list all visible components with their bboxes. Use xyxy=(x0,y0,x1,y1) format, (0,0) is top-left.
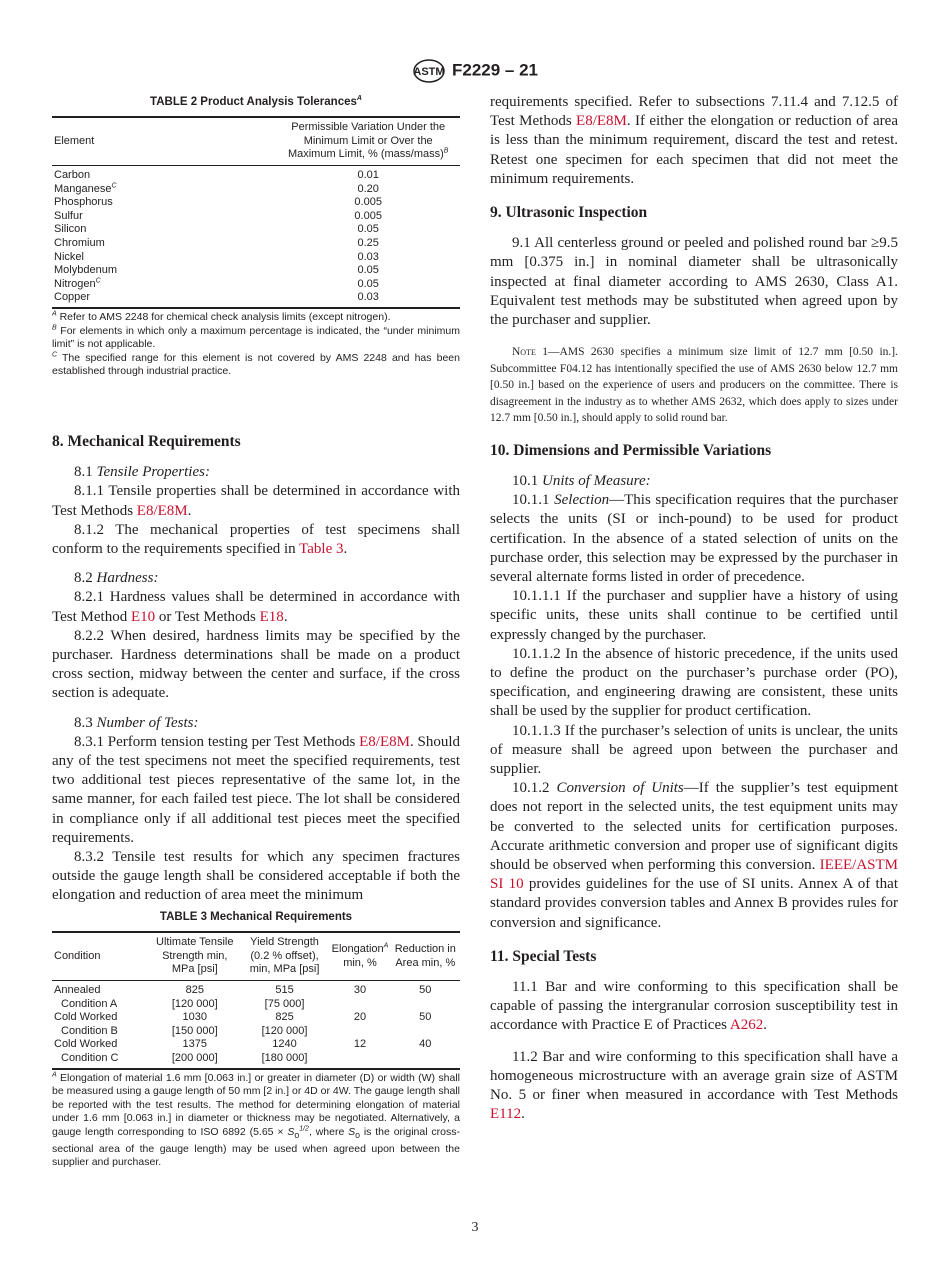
text-run: 8.3 xyxy=(74,714,97,731)
right-column xyxy=(490,93,898,1124)
text-run: 10.1.1.3 If the purchaser’s selection of units is unclear, the units of measure shall be agreed upon between the purchaser and supplier. xyxy=(490,722,898,777)
ys-cell xyxy=(240,1011,330,1038)
condition-cell xyxy=(52,980,150,1011)
footnote-mark: C xyxy=(95,277,101,285)
condition: Cold Worked xyxy=(54,1011,118,1024)
paragraph xyxy=(52,627,460,704)
text-run: Hardness: xyxy=(96,570,159,587)
ys-psi: [120 000] xyxy=(261,1024,308,1037)
text-run: —This specification requires that the purchaser selects the units (SI or inch-pound) to be used for product certification. In the absence of a stated selection of units on the purchase order, this selection may be expressed by the purchaser in several alternate forms listed in order of precedence. xyxy=(490,492,899,585)
table-row xyxy=(52,251,460,265)
page-header xyxy=(0,58,950,84)
element-name: Chromium xyxy=(54,236,105,249)
paragraph xyxy=(52,463,460,482)
value-cell: 0.01 xyxy=(357,168,379,181)
paragraph xyxy=(490,1048,898,1125)
element-name: Phosphorus xyxy=(54,196,113,209)
element-name: Molybdenum xyxy=(54,264,117,277)
table-3-title: TABLE 3 Mechanical Requirements xyxy=(159,911,353,923)
element-cell xyxy=(52,251,276,265)
text-run: 10.1.1.2 In the absence of historic precedence, if the units used to define the product on the purchaser’s purchase order (PO), specification, and engineering drawing are consistent, these units shall be used by the supplier for product certification. xyxy=(490,645,898,720)
text-run: 8.1.1 Tensile properties shall be determined in accordance with Test Methods xyxy=(52,483,460,519)
text-run: 11.1 Bar and wire conforming to this specification shall be capable of passing the intergranular corrosion susceptibility test in accordance with Practice E of Practices xyxy=(490,979,898,1034)
footnote-text: For elements in which only a maximum percentage is indicated, the “under minimum limit” is not applicable. xyxy=(52,324,461,351)
reduction-cell: 50 xyxy=(419,1011,432,1024)
table-row xyxy=(52,223,460,237)
table-2-title: TABLE 2 Product Analysis Tolerances$^A$ xyxy=(150,95,362,108)
reduction-cell: 50 xyxy=(419,983,432,996)
element-cell xyxy=(52,278,276,292)
footnote xyxy=(52,325,460,352)
footnote xyxy=(52,352,460,379)
ys-mpa: 1240 xyxy=(272,1038,297,1051)
footnote-mark: C xyxy=(52,351,58,359)
element-name: Copper xyxy=(54,291,91,304)
left-column xyxy=(52,432,460,906)
condition-sub: Condition A xyxy=(61,997,118,1010)
element-name: Nitrogen xyxy=(54,277,96,290)
paragraph xyxy=(52,714,460,733)
condition-sub: Condition C xyxy=(61,1051,119,1064)
table-row xyxy=(52,264,460,278)
text-run: . xyxy=(343,541,348,558)
table-2 xyxy=(52,93,460,379)
reference-link[interactable]: E112 xyxy=(490,1106,522,1123)
paragraph xyxy=(52,588,460,626)
text-run: Number of Tests: xyxy=(96,714,199,731)
text-run: Units of Measure: xyxy=(542,472,651,489)
uts-cell xyxy=(150,980,240,1011)
ys-cell xyxy=(240,980,330,1011)
text-run: S xyxy=(287,1125,295,1138)
table-row xyxy=(52,196,460,210)
reference-link[interactable]: E8/E8M xyxy=(576,113,627,130)
paragraph xyxy=(52,482,460,520)
paragraph xyxy=(52,848,460,906)
text-run: 8. Mechanical Requirements xyxy=(52,433,241,450)
table-row xyxy=(52,291,460,308)
text-run: 8.2.2 When desired, hardness limits may be specified by the purchaser. Hardness determinations shall be made on a product cross section, midway between the center and surface, if the cross section is adequate. xyxy=(52,627,460,702)
section-heading xyxy=(490,947,898,966)
paragraph xyxy=(490,234,898,330)
uts-psi: [200 000] xyxy=(171,1051,218,1064)
table-row xyxy=(52,210,460,224)
value-cell: 0.20 xyxy=(357,182,379,195)
text-run: . xyxy=(283,608,288,625)
text-run: 10. Dimensions and Permissible Variations xyxy=(490,441,772,459)
elongation-cell: 20 xyxy=(353,1011,367,1024)
value-cell: 0.005 xyxy=(354,209,382,222)
element-cell xyxy=(52,183,276,197)
text-run: 8.1.2 The mechanical properties of test specimens shall conform to the requirements specified in xyxy=(52,521,460,558)
ys-mpa: 825 xyxy=(275,1011,294,1024)
condition-cell xyxy=(52,1038,150,1068)
text-run: —If the supplier’s test equipment does not report in the selected units, the test equipment units may be converted to the selected units for certification purposes. Accurate arithmetic conversion and proper use of significant digits should be observed when performing this conversion. xyxy=(490,780,898,873)
footnote-text: The specified range for this element is not covered by AMS 2248 and has been established through industrial practice. xyxy=(52,351,460,378)
element-name: Carbon xyxy=(54,168,91,181)
text-run: 8.1 xyxy=(74,464,97,481)
footnote xyxy=(52,311,460,325)
reference-link[interactable]: E8/E8M xyxy=(136,502,188,519)
text-run: 9. Ultrasonic Inspection xyxy=(490,204,648,222)
paragraph xyxy=(490,978,898,1036)
value-cell: 0.03 xyxy=(357,250,379,263)
designation: F2229 – 21 xyxy=(451,60,538,80)
paragraph xyxy=(52,733,460,848)
value-cell: 0.25 xyxy=(357,236,379,249)
uts-psi: [120 000] xyxy=(171,997,218,1010)
text-run: . If either the elongation or reduction of area is less than the minimum requirement, discard the test and retest. Retest one specimen for each specimen that did not meet the minimum requirements. xyxy=(490,113,898,187)
table-row xyxy=(52,1038,460,1068)
table-row xyxy=(52,183,460,197)
text-run: requirements specified. Refer to subsections 7.11.4 and 7.12.5 of Test Methods xyxy=(490,94,898,130)
text-run: S xyxy=(348,1125,356,1138)
uts-mpa: 825 xyxy=(185,983,204,996)
text-run: 8.2 xyxy=(74,570,97,587)
element-cell xyxy=(52,165,276,182)
text-run: 8.3.2 Tensile test results for which any specimen fractures outside the gauge length shall be considered acceptable if both the elongation and reduction of area meet the minimum xyxy=(52,849,460,904)
elongation-cell: 12 xyxy=(353,1038,367,1051)
paragraph xyxy=(490,491,898,587)
paragraph xyxy=(490,472,898,491)
table-row xyxy=(52,980,460,1011)
ys-psi: [75 000] xyxy=(264,997,305,1010)
element-name: Silicon xyxy=(54,223,87,236)
page-number: 3 xyxy=(471,1220,479,1235)
elongation-cell: 30 xyxy=(353,983,367,996)
element-cell xyxy=(52,210,276,224)
text-run: 8.2.1 Hardness values shall be determined in accordance with Test Method xyxy=(52,589,460,625)
text-run: Tensile Properties: xyxy=(96,464,210,481)
text-run: 11.2 Bar and wire conforming to this specification shall have a homogeneous microstructure with an average grain size of ASTM No. 5 or finer when measured in accordance with Test Methods xyxy=(490,1048,898,1104)
footnote-mark: B xyxy=(52,324,57,332)
element-cell xyxy=(52,237,276,251)
reduction-cell: 40 xyxy=(419,1038,432,1051)
footnote-mark: C xyxy=(111,181,117,189)
col-header-reduction: Reduction in Area min, % xyxy=(394,943,456,969)
reference-link[interactable]: Table 3 xyxy=(299,541,344,558)
section-heading xyxy=(52,432,460,451)
table-row xyxy=(52,165,460,182)
table-3 xyxy=(52,908,460,1170)
paragraph xyxy=(490,93,898,189)
paragraph xyxy=(52,521,460,559)
condition-cell xyxy=(52,1011,150,1038)
col-header-uts: Ultimate Tensile Strength min, MPa [psi] xyxy=(156,936,234,976)
table-row xyxy=(52,1011,460,1038)
element-cell xyxy=(52,264,276,278)
paragraph xyxy=(52,569,460,588)
value-cell: 0.05 xyxy=(357,277,379,290)
element-name: Manganese xyxy=(54,182,112,195)
uts-psi: [150 000] xyxy=(171,1024,218,1037)
element-name: Sulfur xyxy=(54,209,83,222)
paragraph xyxy=(490,645,898,722)
col-header-elongation: Elongation$^A$ min, % xyxy=(331,942,389,969)
paragraph xyxy=(490,587,898,645)
text-run: o xyxy=(294,1130,300,1141)
element-name: Nickel xyxy=(54,250,84,263)
text-run: 1/2 xyxy=(299,1125,309,1133)
reference-link[interactable]: A262 xyxy=(729,1017,764,1034)
footnote-text: Refer to AMS 2248 for chemical check analysis limits (except nitrogen). xyxy=(59,310,391,323)
text-run: 1—AMS 2630 specifies a minimum size limit of 12.7 mm [0.50 in.]. Subcommittee F04.12 has intentionally specified the use of AMS 2630 below 12.7 mm [0.50 in.] based on the experience of users and producers on the committee. There is disagreement in the industry as to whether AMS 2632, which does apply to sizes under 12.7 mm [0.50 in.], should apply to solid round bar. xyxy=(490,346,898,425)
text-run: Note xyxy=(512,346,536,359)
element-cell xyxy=(52,223,276,237)
col-header-element: Element xyxy=(54,134,95,147)
text-run: Conversion of Units xyxy=(556,780,684,797)
text-run: 10.1.1 xyxy=(512,492,555,509)
table-row xyxy=(52,237,460,251)
text-run: 10.1.2 xyxy=(512,780,557,797)
paragraph xyxy=(490,722,898,780)
text-run: 10.1.1.1 If the purchaser and supplier have a history of using specific units, these units shall continue to be certified until expressly changed by the purchaser. xyxy=(490,588,898,643)
reference-link[interactable]: E10 xyxy=(130,608,156,625)
text-run: . xyxy=(763,1017,767,1034)
text-run: . xyxy=(521,1106,525,1123)
value-cell: 0.03 xyxy=(357,291,379,304)
reference-link[interactable]: IEEE/ASTM SI 10 xyxy=(490,857,898,893)
footnote-mark: A xyxy=(52,1071,57,1079)
ys-cell xyxy=(240,1038,330,1068)
uts-mpa: 1375 xyxy=(182,1038,208,1051)
text-run: , where xyxy=(308,1125,349,1138)
section-heading xyxy=(490,441,898,460)
uts-mpa: 1030 xyxy=(182,1011,208,1024)
uts-cell xyxy=(150,1011,240,1038)
condition-sub: Condition B xyxy=(61,1024,118,1037)
condition: Cold Worked xyxy=(54,1038,118,1051)
element-cell xyxy=(52,196,276,210)
ys-mpa: 515 xyxy=(275,983,294,996)
text-run: provides guidelines for the use of SI units. Annex A of that standard provides conversion tables and Annex B provides rules for conversion and significance. xyxy=(490,876,898,931)
table-3-footnote xyxy=(52,1072,460,1170)
note xyxy=(490,344,898,427)
reference-link[interactable]: E8/E8M xyxy=(359,733,410,750)
text-run: is the original cross-sectional area of the gauge length) may be used when agreed upon between the supplier and purchaser. xyxy=(52,1125,460,1169)
value-cell: 0.05 xyxy=(357,264,379,277)
text-run: or Test Methods xyxy=(155,608,260,625)
element-cell xyxy=(52,291,276,308)
svg-text:ASTM: ASTM xyxy=(413,66,445,78)
col-header-condition: Condition xyxy=(54,949,101,962)
text-run: o xyxy=(355,1130,361,1141)
text-run: Selection xyxy=(554,492,610,509)
table-2-footnotes xyxy=(52,311,460,379)
text-run: . xyxy=(187,502,192,519)
table-row xyxy=(52,278,460,292)
col-header-variation: Permissible Variation Under the Minimum Limit or Over the Maximum Limit, % (mass/mass)$^B$ xyxy=(287,121,449,161)
text-run: . Should any of the test specimens not meet the specified requirements, test two additional test pieces representative of the same lot, in the same manner, for each failed test piece. The lot shall be considered in compliance only if all additional test pieces meet the specified requirements. xyxy=(52,733,460,846)
astm-logo-icon xyxy=(412,58,446,84)
reference-link[interactable]: E18 xyxy=(259,608,284,625)
text-run: 8.3.1 Perform tension testing per Test Methods xyxy=(74,733,360,750)
text-run: 11. Special Tests xyxy=(490,947,597,965)
condition: Annealed xyxy=(54,983,101,996)
section-heading xyxy=(490,203,898,222)
footnote-mark: A xyxy=(52,310,57,318)
text-run: 10.1 xyxy=(512,472,542,489)
ys-psi: [180 000] xyxy=(261,1051,308,1064)
col-header-ys: Yield Strength (0.2 % offset), min, MPa [psi] xyxy=(249,936,320,976)
value-cell: 0.005 xyxy=(354,196,382,209)
paragraph xyxy=(490,779,898,933)
text-run: 9.1 All centerless ground or peeled and polished round bar ≥9.5 mm [0.375 in.] in nominal diameter shall be ultrasonically inspected at final diameter according to AMS 2630, Class A1. Equivalent test methods may be substituted when agreed upon by the purchaser and supplier. xyxy=(490,235,898,329)
uts-cell xyxy=(150,1038,240,1068)
text-run: Elongation of material 1.6 mm [0.063 in.] or greater in diameter (D) or width (W) shall be measured using a gauge length of 50 mm [2 in.] or 4D or 4W. The gauge length shall be reported with the test results. The method for determining elongation of material under 1.6 mm [0.063 in.] in diameter or thickness may be negotiated. Alternatively, a gauge length corresponding to ISO 6892 (5.65 × xyxy=(52,1071,461,1138)
value-cell: 0.05 xyxy=(357,223,379,236)
